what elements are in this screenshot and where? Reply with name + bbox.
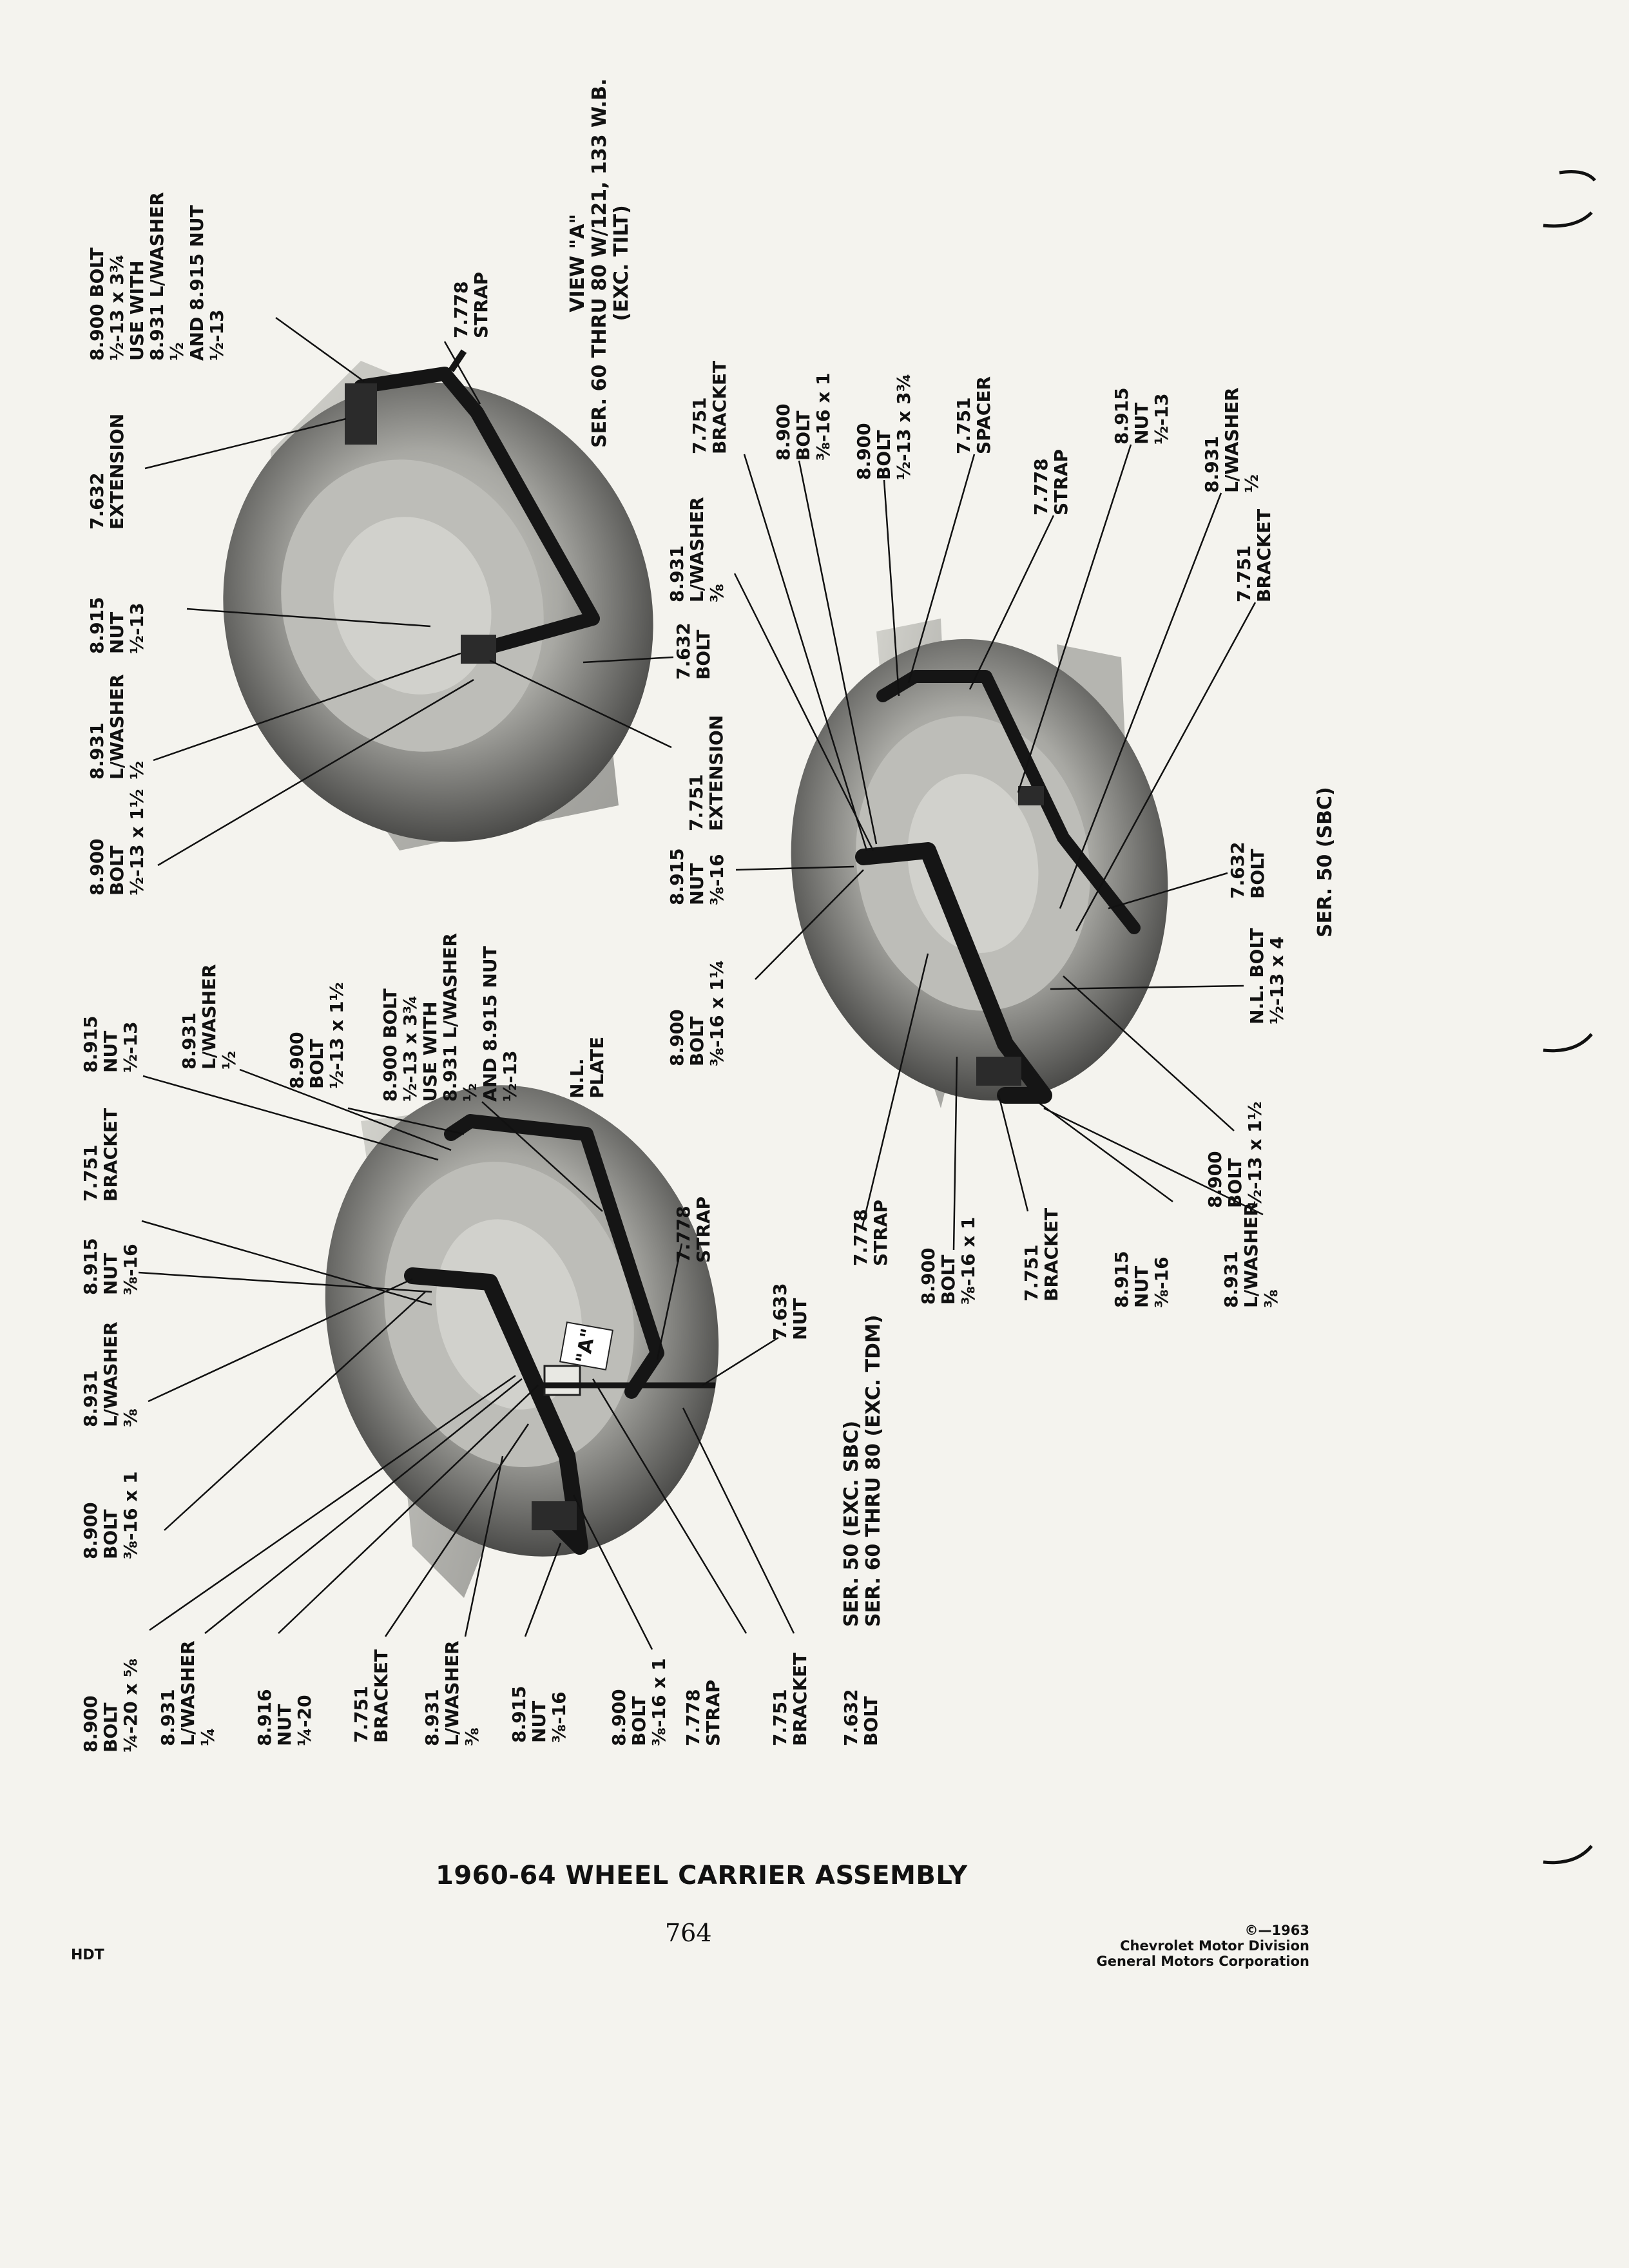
copyright-block [1097,1923,1309,1969]
margin-mark: HDT [71,1947,104,1963]
page-number: 764 [665,1919,712,1947]
copyright-corporation: General Motors Corporation [1096,1954,1309,1969]
ser50-exc-sbc-illustration [273,1041,770,1601]
view-a-callout-badge: "A" [559,1321,613,1370]
copyright-year: ©—1963 [1244,1923,1309,1938]
ser50-sbc-illustration [755,609,1204,1131]
page-title: 1960-64 WHEEL CARRIER ASSEMBLY [436,1861,968,1890]
copyright-division: Chevrolet Motor Division [1120,1938,1309,1954]
registration-marks [1543,172,1595,1863]
